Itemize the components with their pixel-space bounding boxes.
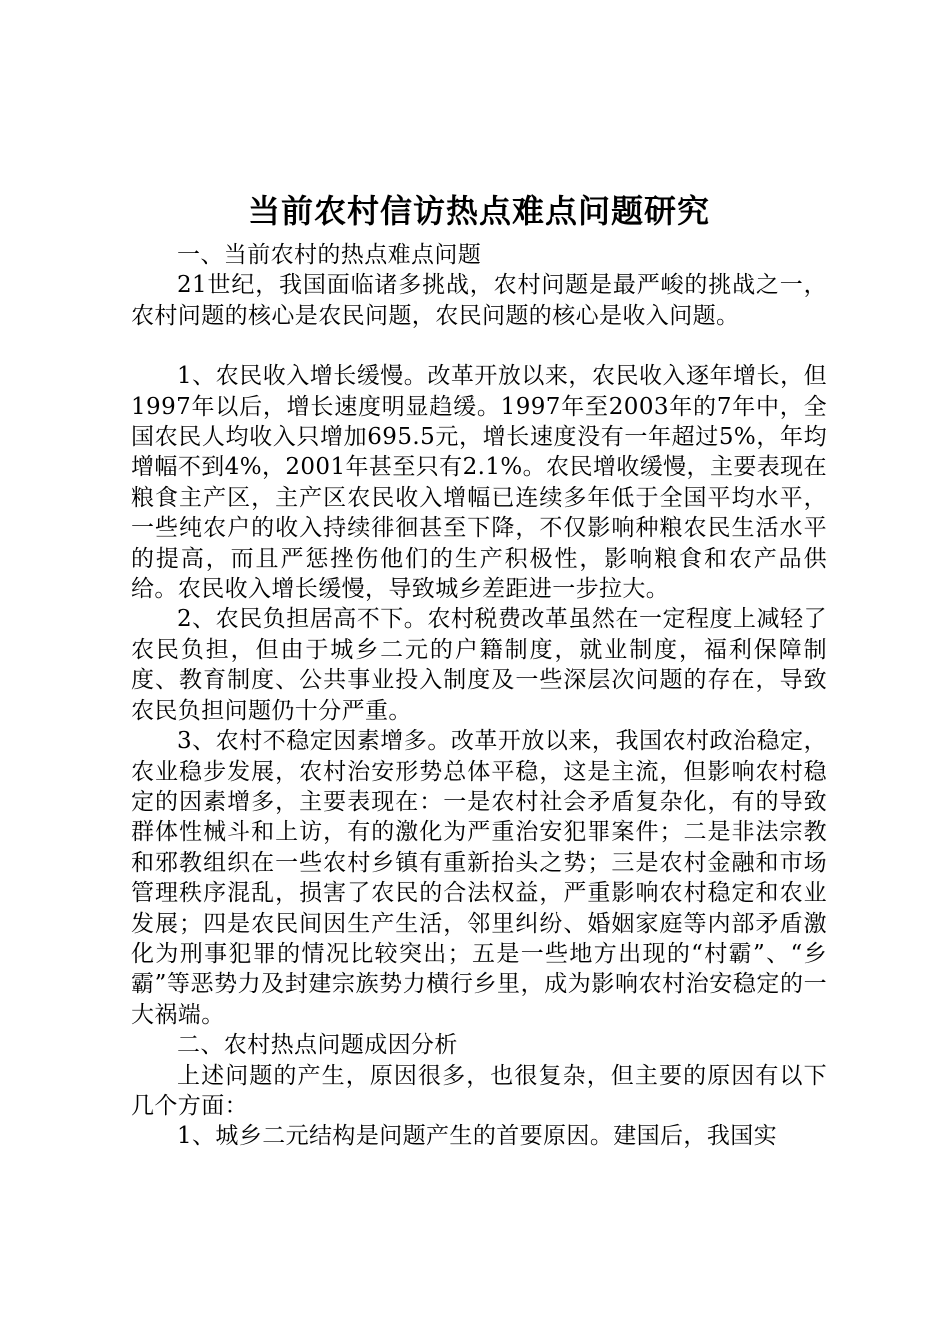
point-3-paragraph: 3、农村不稳定因素增多。改革开放以来，我国农村政治稳定，农业稳步发展，农村治安形势总体平稳，这是主流，但影响农村稳定的因素增多，主要表现在：一是农村社会矛盾复杂化，有的导致群体性械斗和上访，有的激化为严重治安犯罪案件；二是非法宗教和邪教组织在一些农村乡镇有重新抬头之势；三是农村金融和市场管理秩序混乱，损害了农民的合法权益，严重影响农村稳定和农业发展；四是农民间因生产生活，邻里纠纷、婚姻家庭等内部矛盾激化为刑事犯罪的情况比较突出；五是一些地方出现的“村霸”、“乡霸”等恶势力及封建宗族势力横行乡里，成为影响农村治安稳定的一大祸端。 (131, 728, 827, 1028)
document-body (131, 186, 827, 1152)
section-heading-2: 二、农村热点问题成因分析 (177, 1032, 458, 1059)
paragraph-gap (131, 331, 827, 361)
cause-1-paragraph: 1、城乡二元结构是问题产生的首要原因。建国后，我国实 (177, 1123, 778, 1150)
point-1-paragraph: 1、农民收入增长缓慢。改革开放以来，农民收入逐年增长，但1997年以后，增长速度明显趋缓。1997年至2003年的7年中，全国农民人均收入只增加695.5元，增长速度没有一年超过5%，年均增幅不到4%，2001年甚至只有2.1%。农民增收缓慢，主要表现在粮食主产区，主产区农民收入增幅已连续多年低于全国平均水平，一些纯农户的收入持续徘徊甚至下降，不仅影响种粮农民生活水平的提高，而且严惩挫伤他们的生产积极性，影响粮食和农产品供给。农民收入增长缓慢，导致城乡差距进一步拉大。 (131, 363, 827, 603)
document-title: 当前农村信访热点难点问题研究 (247, 192, 710, 230)
point-2-paragraph: 2、农民负担居高不下。农村税费改革虽然在一定程度上减轻了农民负担，但由于城乡二元的户籍制度，就业制度，福利保障制度、教育制度、公共事业投入制度及一些深层次问题的存在，导致农民负担问题仍十分严重。 (131, 606, 827, 724)
section-heading-1: 一、当前农村的热点难点问题 (177, 242, 482, 268)
intro-paragraph: 21世纪，我国面临诸多挑战，农村问题是最严峻的挑战之一，农村问题的核心是农民问题，农民问题的核心是收入问题。 (131, 272, 827, 329)
section-2-intro-paragraph: 上述问题的产生，原因很多，也很复杂，但主要的原因有以下几个方面： (131, 1062, 827, 1119)
